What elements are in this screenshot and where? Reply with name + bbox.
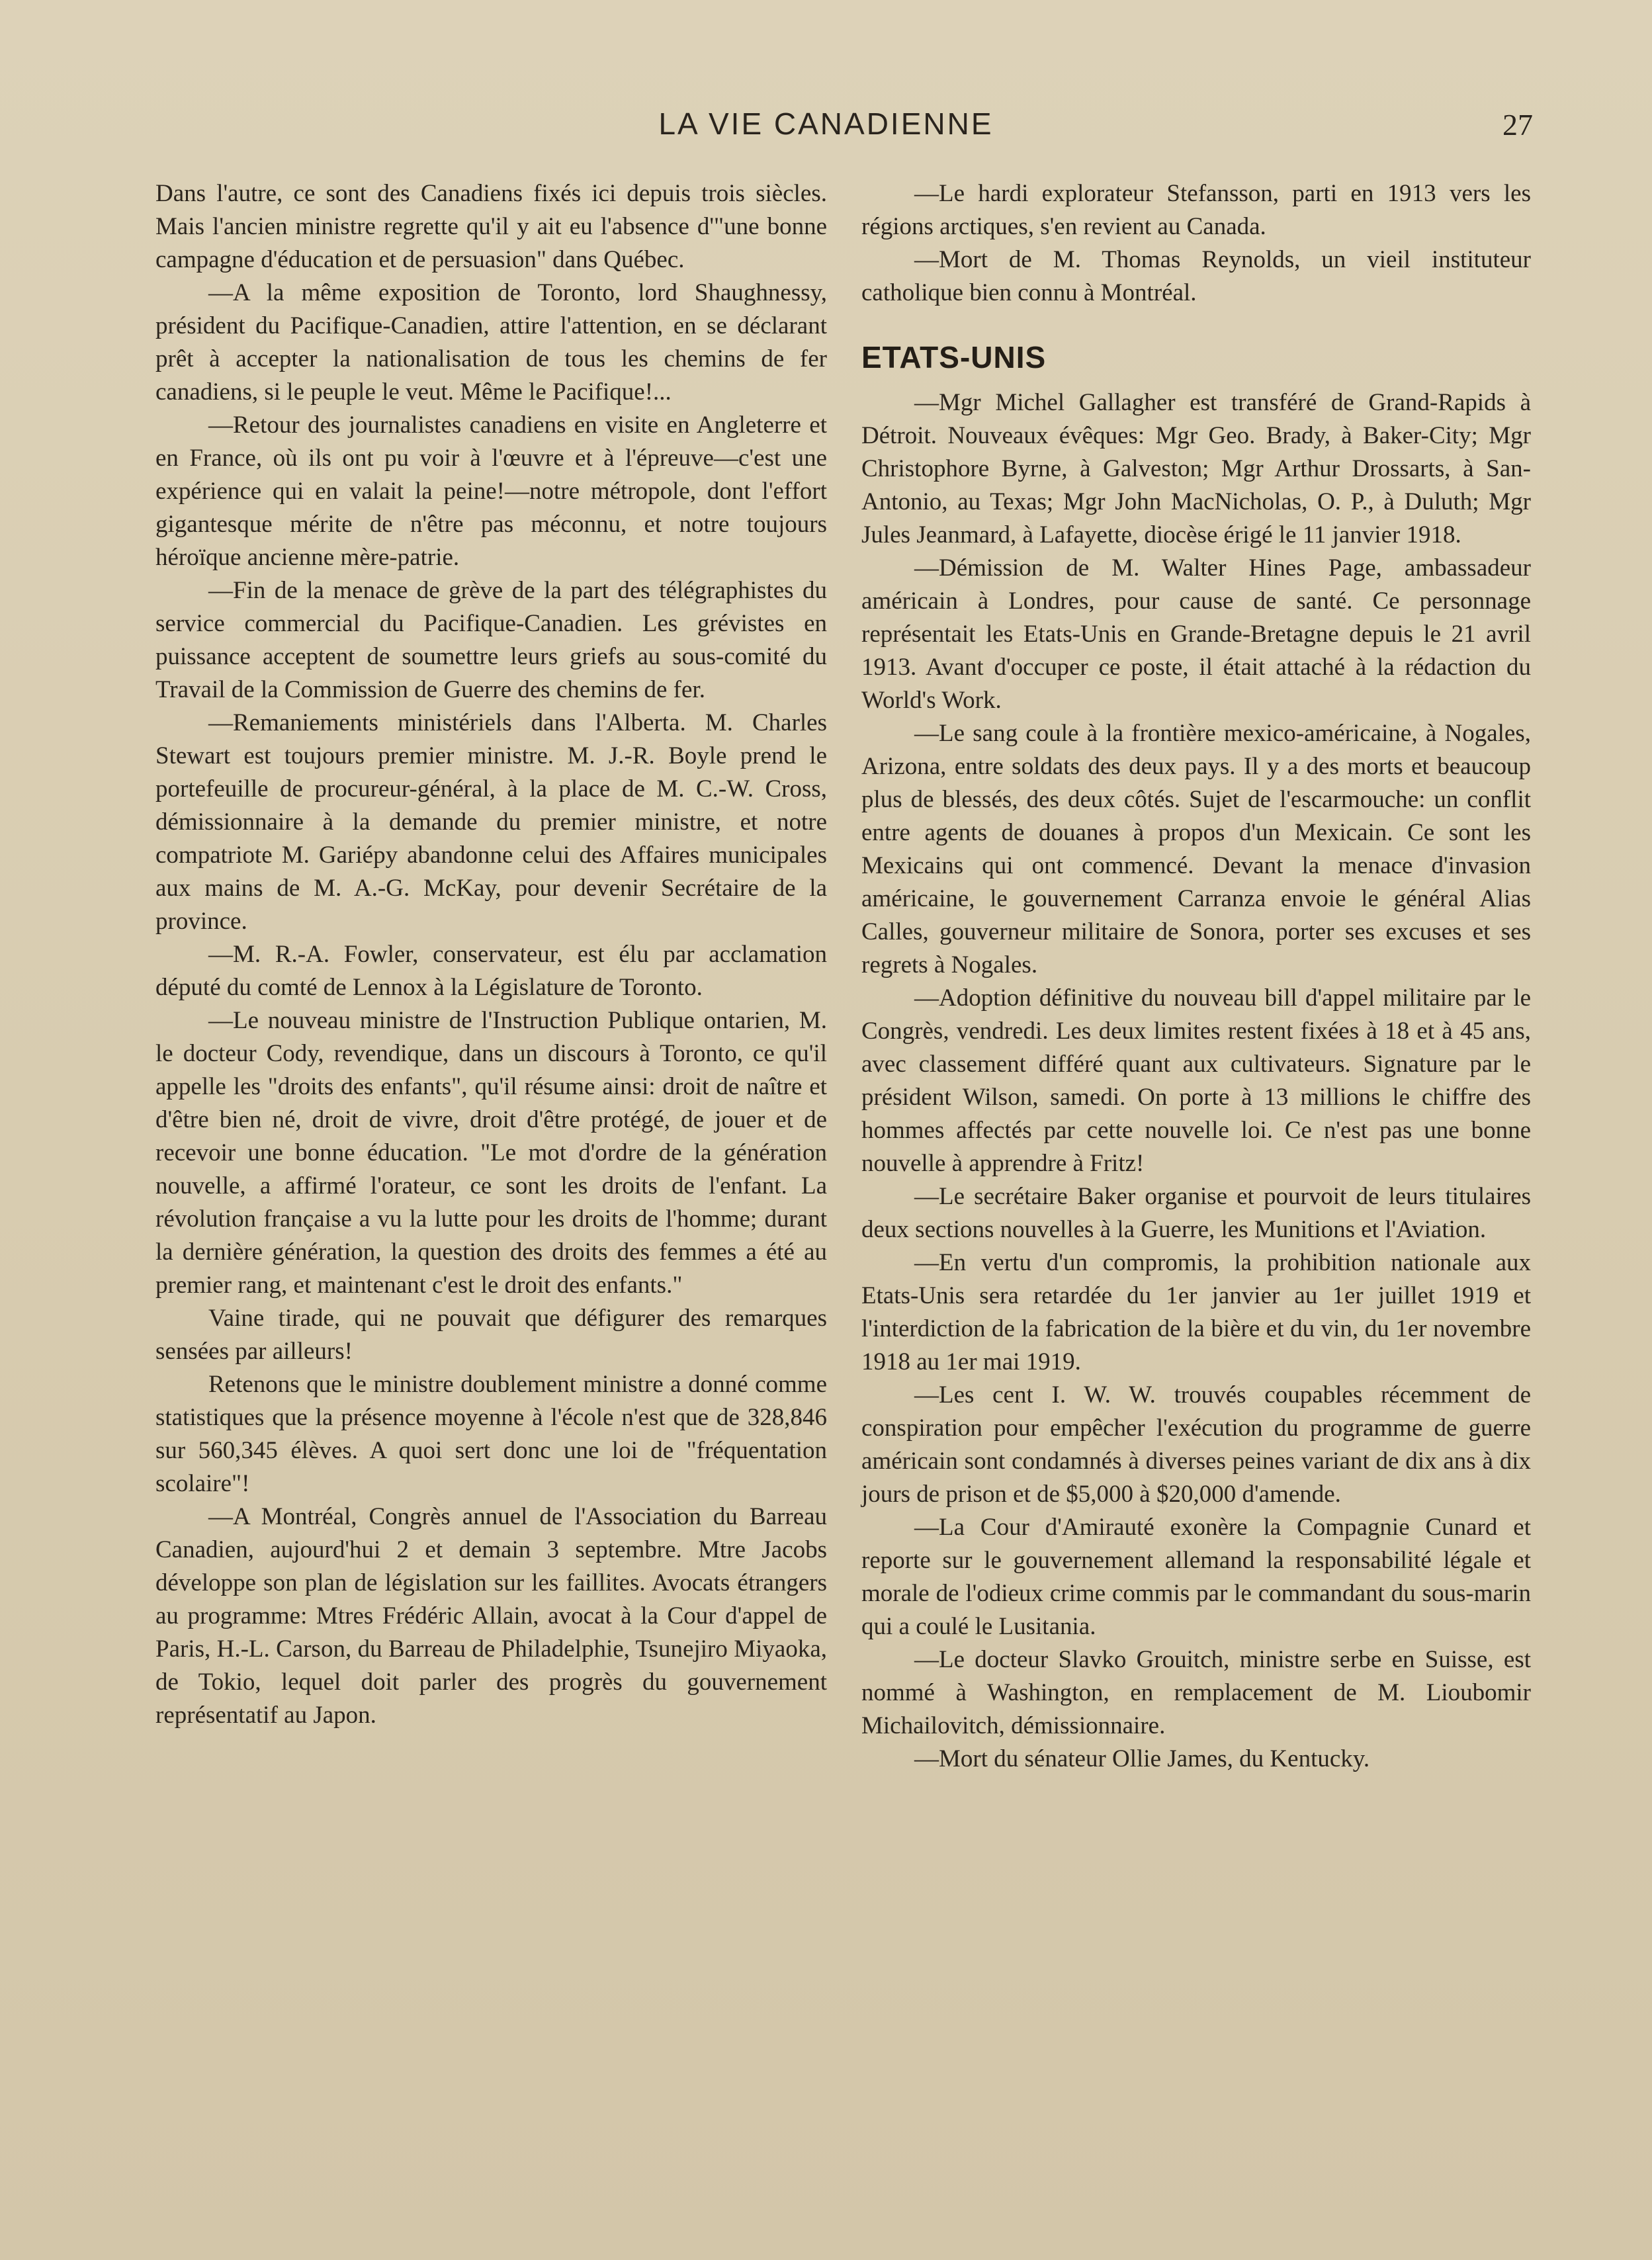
paragraph: Retenons que le ministre doublement ministre a donné comme statistiques que la présence moyenne à l'école n'est que de 328,846 sur 560,345 élèves. A quoi sert donc une loi de "fréquentation scolaire"! [155,1371,827,1497]
right-column [861,177,1531,1776]
page-number: 27 [1502,108,1533,142]
paragraph: —Mort de M. Thomas Reynolds, un vieil instituteur catholique bien connu à Montréal. [861,246,1531,306]
running-header: LA VIE CANADIENNE [658,107,994,141]
paragraph: —Mgr Michel Gallagher est transféré de Grand-Rapids à Détroit. Nouveaux évêques: Mgr Geo. Brady, à Baker-City; Mgr Christophore Byrne, à Galveston; Mgr Arthur Drossarts, à San-Antonio, au Texas; Mgr John MacNicholas, O. P., à Duluth; Mgr Jules Jeanmard, à Lafayette, diocèse érigé le 11 janvier 1918. [861,389,1531,548]
paragraph: —Adoption définitive du nouveau bill d'appel militaire par le Congrès, vendredi. Les deux limites restent fixées à 18 et à 45 ans, avec classement différé quant aux cultivateurs. Signature par le président Wilson, samedi. On porte à 13 millions le chiffre des hommes affectés par cette nouvelle loi. Ce n'est pas une bonne nouvelle à apprendre à Fritz! [861,984,1531,1177]
paragraph: —A Montréal, Congrès annuel de l'Association du Barreau Canadien, aujourd'hui 2 et demain 3 septembre. Mtre Jacobs développe son plan de législation sur les faillites. Avocats étrangers au programme: Mtres Frédéric Allain, avocat à la Cour d'appel de Paris, H.-L. Carson, du Barreau de Philadelphie, Tsunejiro Miyaoka, de Tokio, lequel doit parler des progrès du gouvernement représentatif au Japon. [155,1503,827,1729]
paragraph: —Le nouveau ministre de l'Instruction Publique ontarien, M. le docteur Cody, revendique, dans un discours à Toronto, ce qu'il appelle les "droits des enfants", qu'il résume ainsi: droit de naître et d'être bien né, droit de vivre, droit d'être protégé, de jouer et de recevoir une bonne éducation. "Le mot d'ordre de la génération nouvelle, a affirmé l'orateur, ce sont les droits de l'enfant. La révolution française a vu la lutte pour les droits de l'homme; durant la dernière génération, la question des droits des femmes a été au premier rang, et maintenant c'est le droit des enfants." [155,1007,827,1299]
paragraph: Dans l'autre, ce sont des Canadiens fixés ici depuis trois siècles. Mais l'ancien ministre regrette qu'il y ait eu l'absence d'"une bonne campagne d'éducation et de persuasion" dans Québec. [155,180,827,273]
paragraph: —Remaniements ministériels dans l'Alberta. M. Charles Stewart est toujours premier ministre. M. J.-R. Boyle prend le portefeuille de procureur-général, à la place de M. C.-W. Cross, démissionnaire à la demande du premier ministre, et notre compatriote M. Gariépy abandonne celui des Affaires municipales aux mains de M. A.-G. McKay, pour devenir Secrétaire de la province. [155,709,827,935]
paragraph: —Fin de la menace de grève de la part des télégraphistes du service commercial du Pacifique-Canadien. Les grévistes en puissance acceptent de soumettre leurs griefs au sous-comité du Travail de la Commission de Guerre des chemins de fer. [155,577,827,703]
paragraph: —En vertu d'un compromis, la prohibition nationale aux Etats-Unis sera retardée du 1er janvier au 1er juillet 1919 et l'interdiction de la fabrication de la bière et du vin, du 1er novembre 1918 au 1er mai 1919. [861,1249,1531,1375]
paragraph: Vaine tirade, qui ne pouvait que défigurer des remarques sensées par ailleurs! [155,1305,827,1365]
paragraph: —Le secrétaire Baker organise et pourvoit de leurs titulaires deux sections nouvelles à la Guerre, les Munitions et l'Aviation. [861,1183,1531,1243]
paragraph: —La Cour d'Amirauté exonère la Compagnie Cunard et reporte sur le gouvernement allemand la responsabilité légale et morale de l'odieux crime commis par le commandant du sous-marin qui a coulé le Lusitania. [861,1514,1531,1640]
paragraph: —M. R.-A. Fowler, conservateur, est élu par acclamation député du comté de Lennox à la Législature de Toronto. [155,941,827,1001]
left-column [155,177,827,1732]
paragraph: —Le hardi explorateur Stefansson, parti en 1913 vers les régions arctiques, s'en revient au Canada. [861,180,1531,240]
section-heading: ETATS-UNIS [861,340,1047,374]
paragraph: —A la même exposition de Toronto, lord Shaughnessy, président du Pacifique-Canadien, attire l'attention, en se déclarant prêt à accepter la nationalisation de tous les chemins de fer canadiens, si le peuple le veut. Même le Pacifique!... [155,279,827,406]
paragraph: —Les cent I. W. W. trouvés coupables récemment de conspiration pour empêcher l'exécution du programme de guerre américain sont condamnés à diverses peines variant de dix ans à dix jours de prison et de $5,000 à $20,000 d'amende. [861,1381,1531,1508]
paragraph: —Le sang coule à la frontière mexico-américaine, à Nogales, Arizona, entre soldats des deux pays. Il y a des morts et beaucoup plus de blessés, des deux côtés. Sujet de l'escarmouche: un conflit entre agents de douanes à propos d'un Mexicain. Ce sont les Mexicains qui ont commencé. Devant la menace d'invasion américaine, le gouvernement Carranza envoie le général Alias Calles, gouverneur militaire de Sonora, porter ses excuses et ses regrets à Nogales. [861,720,1531,978]
paragraph: —Démission de M. Walter Hines Page, ambassadeur américain à Londres, pour cause de santé. Ce personnage représentait les Etats-Unis en Grande-Bretagne depuis le 21 avril 1913. Avant d'occuper ce poste, il était attaché à la rédaction du World's Work. [861,554,1531,714]
paragraph: —Le docteur Slavko Grouitch, ministre serbe en Suisse, est nommé à Washington, en remplacement de M. Lioubomir Michailovitch, démissionnaire. [861,1646,1531,1739]
paragraph: —Mort du sénateur Ollie James, du Kentucky. [914,1745,1370,1772]
paragraph: —Retour des journalistes canadiens en visite en Angleterre et en France, où ils ont pu voir à l'œuvre et à l'épreuve—c'est une expérience qui en valait la peine!—notre métropole, dont l'effort gigantesque mérite de n'être pas méconnu, et notre toujours héroïque ancienne mère-patrie. [155,412,827,571]
